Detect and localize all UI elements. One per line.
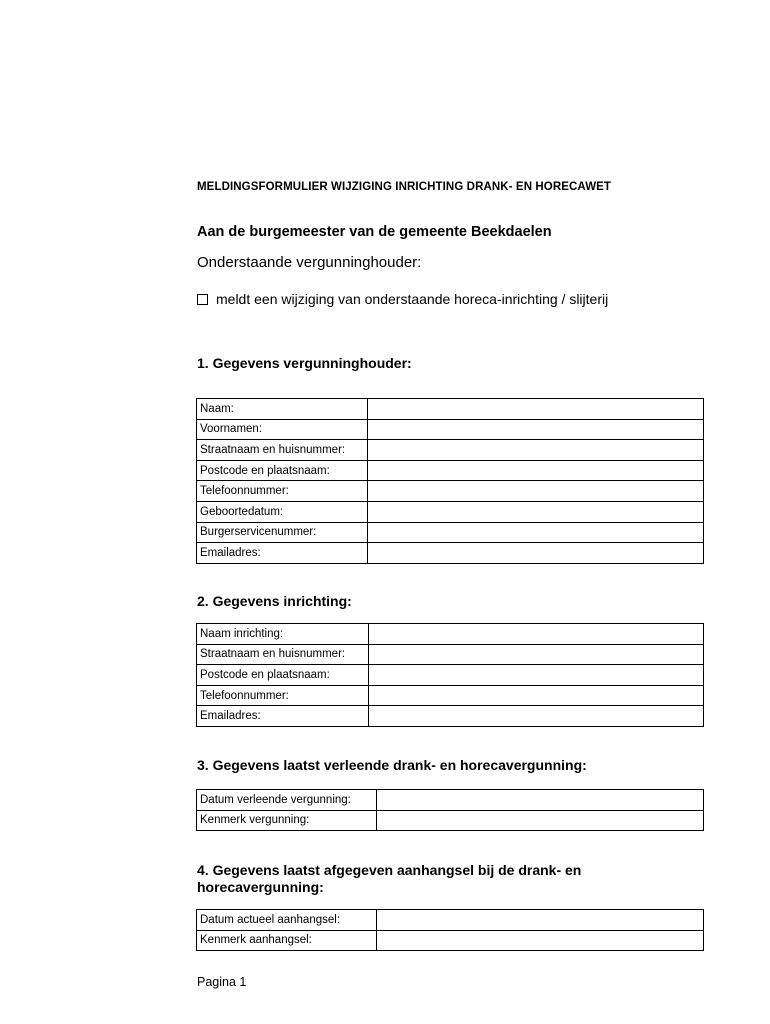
section-1-table [196,398,704,564]
intro-text: Onderstaande vergunninghouder: [197,254,422,271]
table-row [197,790,704,811]
field-label: Kenmerk vergunning: [197,810,377,831]
table-row [197,501,704,522]
table-row [197,685,704,706]
table-row [197,930,704,951]
section-4-heading-line-1: 4. Gegevens laatst afgegeven aanhangsel bij de drank- en [197,862,582,878]
field-label: Emailadres: [197,543,368,564]
field-label: Kenmerk aanhangsel: [197,930,377,951]
datum-aanhangsel-field[interactable] [377,910,704,931]
table-row [197,706,704,727]
field-label: Postcode en plaatsnaam: [197,665,369,686]
table-row [197,419,704,440]
field-label: Postcode en plaatsnaam: [197,460,368,481]
kenmerk-aanhangsel-field[interactable] [377,930,704,951]
table-row [197,460,704,481]
document-title: MELDINGSFORMULIER WIJZIGING INRICHTING DRANK- EN HORECAWET [197,181,612,193]
field-label: Naam: [197,399,368,420]
table-row [197,644,704,665]
telefoonnummer-field[interactable] [368,481,704,502]
postcode-field[interactable] [368,460,704,481]
field-label: Datum verleende vergunning: [197,790,377,811]
burgerservicenummer-field[interactable] [368,522,704,543]
field-label: Voornamen: [197,419,368,440]
geboortedatum-field[interactable] [368,501,704,522]
emailadres-field[interactable] [369,706,704,727]
table-row [197,522,704,543]
page-number: Pagina 1 [197,975,247,989]
field-label: Straatnaam en huisnummer: [197,440,368,461]
section-2-table [196,623,704,727]
field-label: Datum actueel aanhangsel: [197,910,377,931]
field-label: Burgerservicenummer: [197,522,368,543]
table-row [197,440,704,461]
section-4-heading-line-2: horecavergunning: [197,879,324,895]
naam-field[interactable] [368,399,704,420]
section-4-table [196,909,704,951]
section-1-heading: 1. Gegevens vergunninghouder: [197,355,412,371]
straatnaam-field[interactable] [368,440,704,461]
table-row [197,481,704,502]
postcode-field[interactable] [369,665,704,686]
wijziging-checkbox-row[interactable] [197,291,608,307]
table-row [197,910,704,931]
telefoonnummer-field[interactable] [369,685,704,706]
field-label: Naam inrichting: [197,624,369,645]
section-3-heading: 3. Gegevens laatst verleende drank- en horecavergunning: [197,757,587,773]
field-label: Emailadres: [197,706,369,727]
field-label: Telefoonnummer: [197,481,368,502]
kenmerk-vergunning-field[interactable] [377,810,704,831]
datum-vergunning-field[interactable] [377,790,704,811]
section-4-heading [197,862,581,896]
field-label: Straatnaam en huisnummer: [197,644,369,665]
table-row [197,810,704,831]
table-row [197,543,704,564]
field-label: Geboortedatum: [197,501,368,522]
naam-inrichting-field[interactable] [369,624,704,645]
table-row [197,665,704,686]
voornamen-field[interactable] [368,419,704,440]
emailadres-field[interactable] [368,543,704,564]
addressee: Aan de burgemeester van de gemeente Beekdaelen [197,224,552,240]
checkbox-icon[interactable] [197,294,208,305]
table-row [197,624,704,645]
straatnaam-field[interactable] [369,644,704,665]
field-label: Telefoonnummer: [197,685,369,706]
checkbox-label: meldt een wijziging van onderstaande horeca-inrichting / slijterij [216,291,609,307]
section-2-heading: 2. Gegevens inrichting: [197,593,352,609]
table-row [197,399,704,420]
section-3-table [196,789,704,831]
